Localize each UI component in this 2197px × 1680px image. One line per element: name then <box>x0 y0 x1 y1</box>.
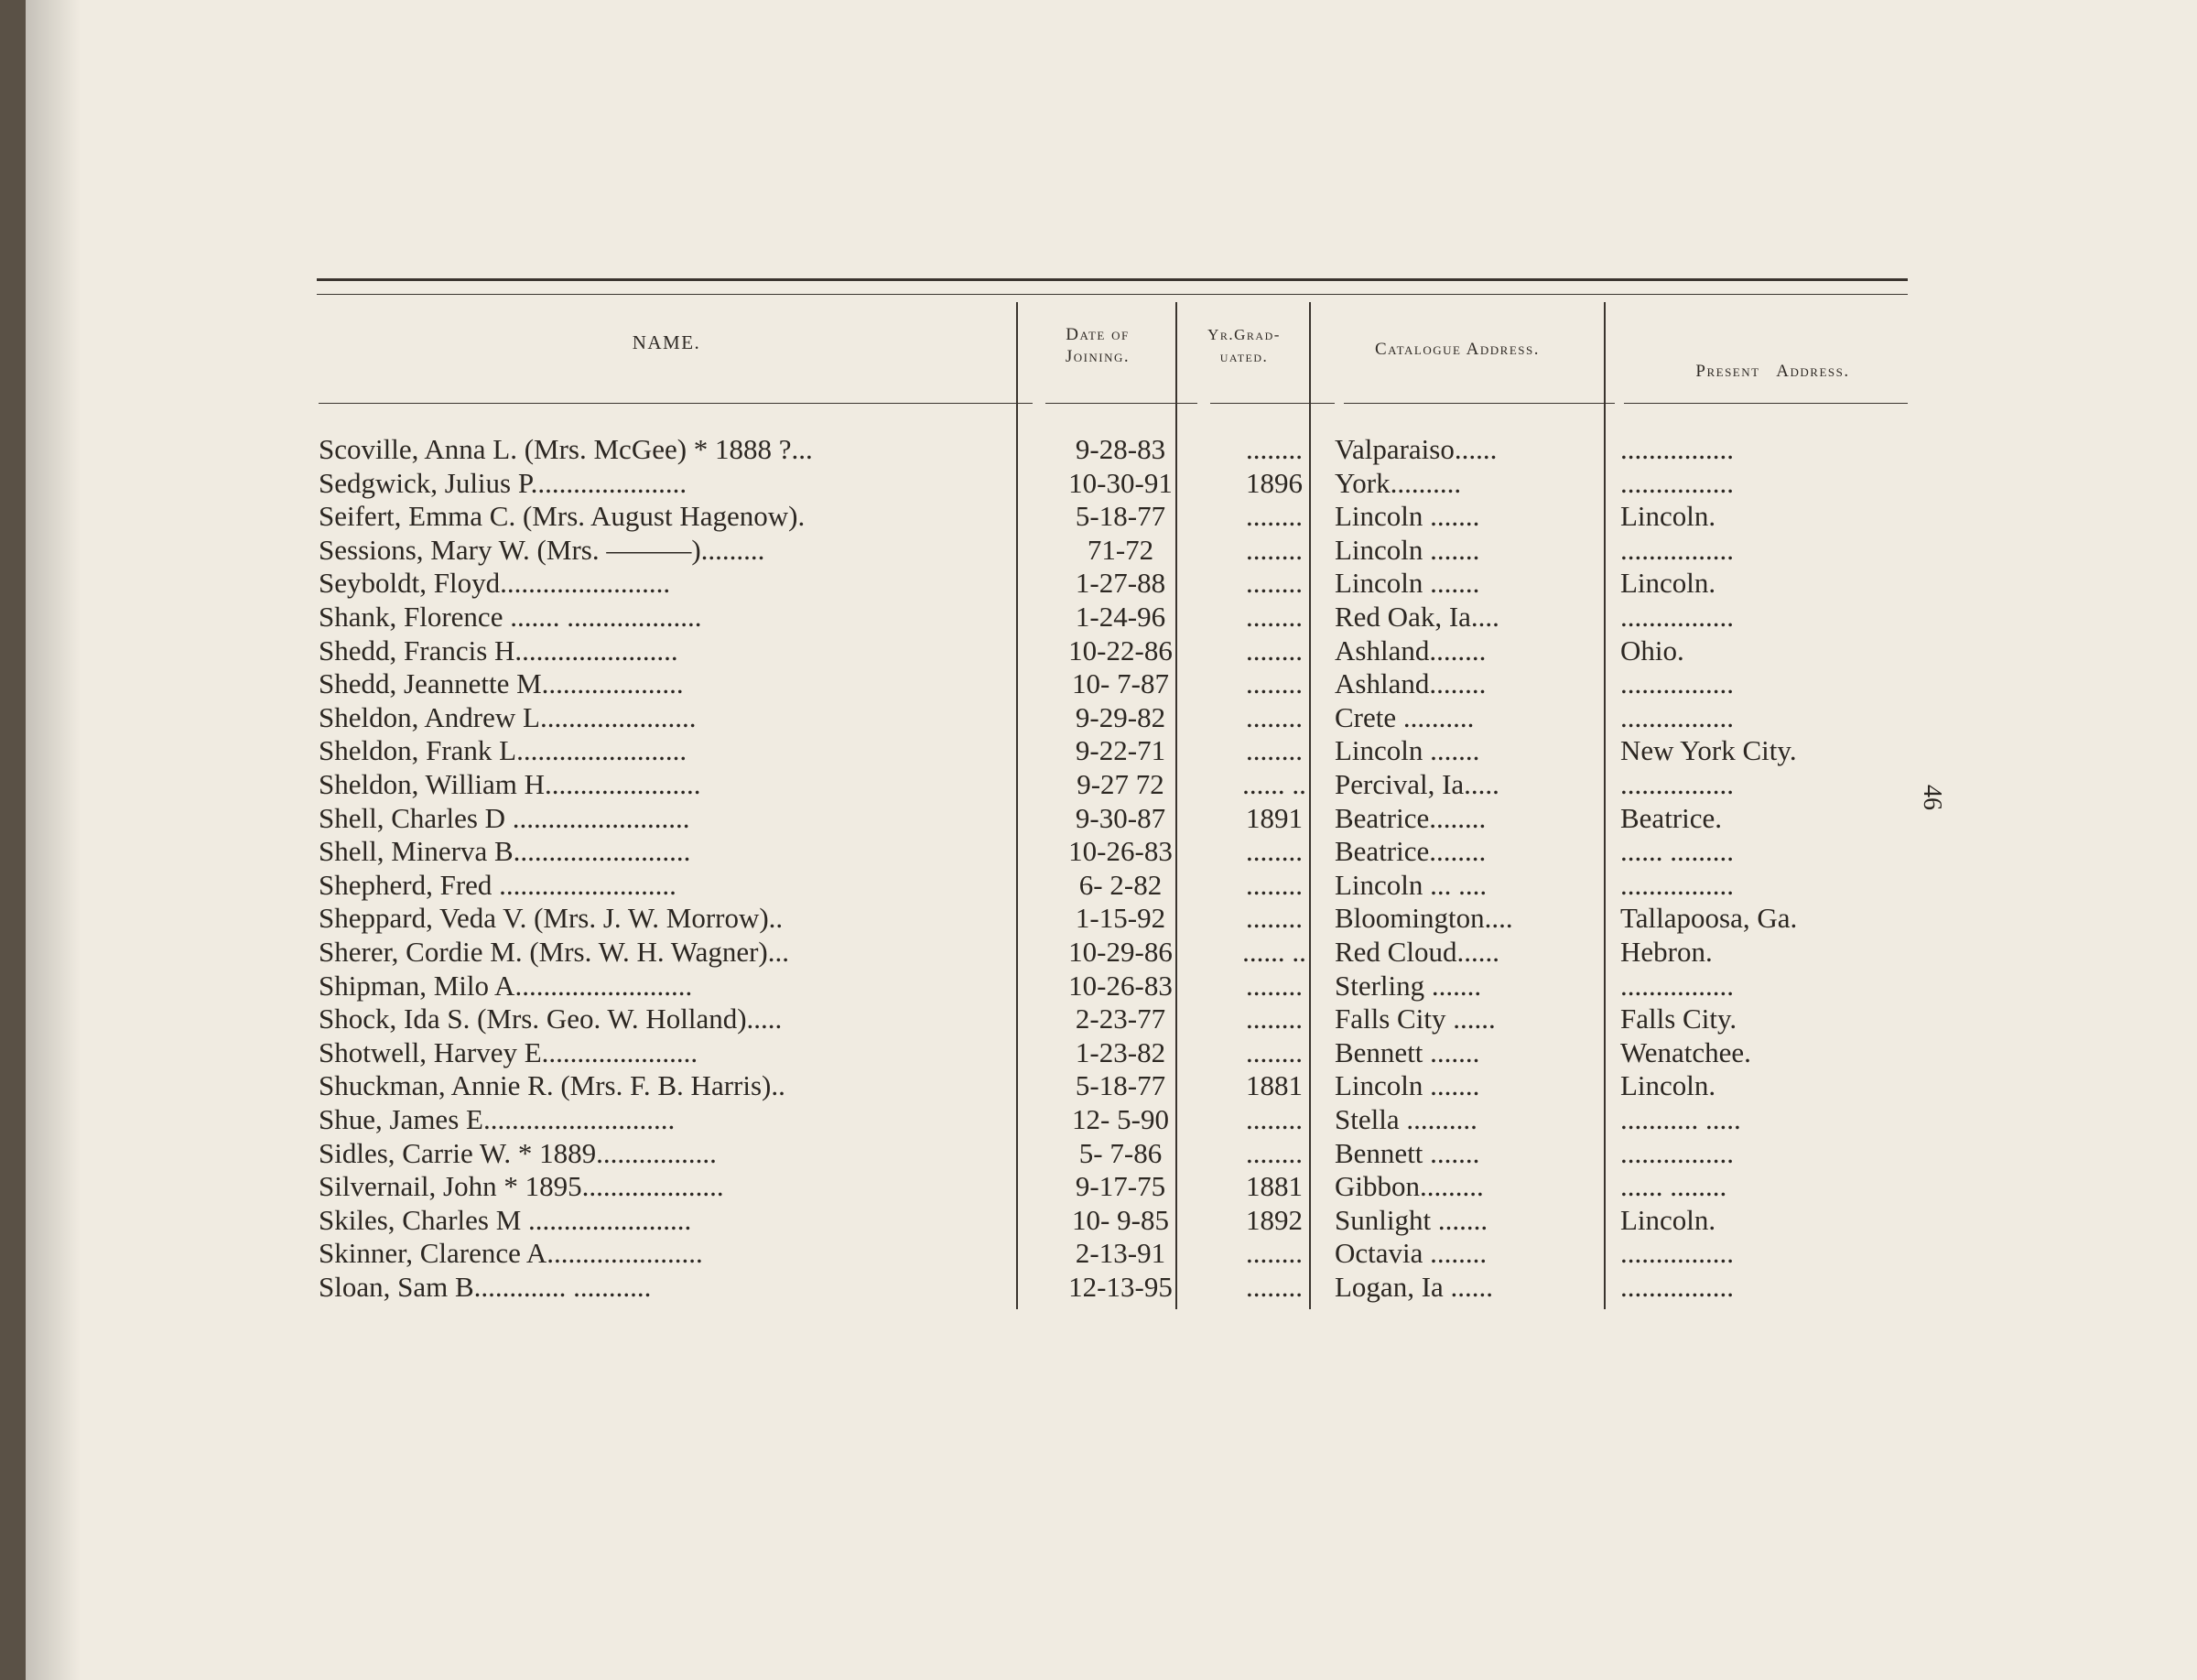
present-address-cell: ................ <box>1620 1271 1734 1303</box>
member-name-cell: Sheldon, Frank L........................ <box>319 734 687 767</box>
date-joined-cell: 9-27 72 <box>1077 768 1164 800</box>
table-row <box>26 767 2197 801</box>
header-catalogue-address: Catalogue Address. <box>1375 340 1540 359</box>
header-date-of-joining <box>1020 324 1175 368</box>
header-grad-line1: Yr.Grad- <box>1207 326 1281 343</box>
member-name-cell: Shank, Florence ....... ................... <box>319 601 702 633</box>
member-name-cell: Seifert, Emma C. (Mrs. August Hagenow). <box>319 500 806 533</box>
header-grad-line2: uated. <box>1219 348 1269 365</box>
date-joined-cell: 9-30-87 <box>1075 801 1166 834</box>
table-row <box>26 432 2197 466</box>
year-graduated-cell: ........ <box>1246 969 1303 1002</box>
date-joined-cell: 10- 9-85 <box>1072 1203 1169 1236</box>
catalogue-address-cell: Red Oak, Ia.... <box>1335 601 1499 633</box>
date-joined-cell: 1-23-82 <box>1075 1035 1166 1068</box>
member-name-cell: Shell, Charles D ......................... <box>319 801 690 834</box>
member-name-cell: Sherer, Cordie M. (Mrs. W. H. Wagner)... <box>319 936 789 968</box>
date-joined-cell: 1-27-88 <box>1075 567 1166 600</box>
member-name-cell: Shue, James E........................... <box>319 1103 676 1135</box>
member-name-cell: Sheppard, Veda V. (Mrs. J. W. Morrow).. <box>319 902 784 935</box>
present-address-cell: ...... ......... <box>1620 835 1734 868</box>
member-name-cell: Sessions, Mary W. (Mrs. ———)......... <box>319 533 765 566</box>
catalogue-address-cell: Falls City ...... <box>1335 1003 1496 1035</box>
year-graduated-cell: ........ <box>1246 902 1303 935</box>
present-address-cell: Lincoln. <box>1620 1069 1716 1102</box>
present-address-cell: Wenatchee. <box>1620 1035 1751 1068</box>
catalogue-address-cell: Lincoln ....... <box>1335 567 1480 600</box>
present-address-cell: Hebron. <box>1620 936 1713 968</box>
page-number: 46 <box>1918 785 1946 810</box>
date-joined-cell: 10-22-86 <box>1068 634 1173 667</box>
table-row <box>26 1203 2197 1237</box>
date-joined-cell: 5-18-77 <box>1075 500 1166 533</box>
header-present-address: Present Address. <box>1695 362 1850 381</box>
year-graduated-cell: ........ <box>1246 567 1303 600</box>
date-joined-cell: 10-26-83 <box>1068 969 1173 1002</box>
table-row <box>26 1270 2197 1304</box>
table-row <box>26 700 2197 734</box>
table-row <box>26 533 2197 567</box>
year-graduated-cell: ...... .. <box>1242 936 1306 968</box>
present-address-cell: Lincoln. <box>1620 500 1716 533</box>
date-joined-cell: 10- 7-87 <box>1072 667 1169 700</box>
present-address-cell: Lincoln. <box>1620 567 1716 600</box>
catalogue-address-cell: Lincoln ... .... <box>1335 868 1488 901</box>
year-graduated-cell: ........ <box>1246 601 1303 633</box>
year-graduated-cell: ........ <box>1246 700 1303 733</box>
table-row <box>26 667 2197 700</box>
date-joined-cell: 2-23-77 <box>1075 1003 1166 1035</box>
year-graduated-cell: 1896 <box>1246 466 1303 499</box>
date-joined-cell: 71-72 <box>1087 533 1154 566</box>
year-graduated-cell: ........ <box>1246 835 1303 868</box>
catalogue-address-cell: Lincoln ....... <box>1335 1069 1480 1102</box>
header-bottom-rule <box>1344 403 1615 404</box>
catalogue-address-cell: Valparaiso...... <box>1335 433 1498 465</box>
present-address-cell: ...... ........ <box>1620 1170 1727 1203</box>
present-address-cell: New York City. <box>1620 734 1797 767</box>
header-bottom-rule <box>1210 403 1335 404</box>
table-row <box>26 834 2197 868</box>
present-address-cell: ................ <box>1620 969 1734 1002</box>
present-address-cell: ................ <box>1620 700 1734 733</box>
year-graduated-cell: 1892 <box>1246 1203 1303 1236</box>
catalogue-address-cell: Gibbon......... <box>1335 1170 1484 1203</box>
date-joined-cell: 10-29-86 <box>1068 936 1173 968</box>
date-joined-cell: 12-13-95 <box>1068 1271 1173 1303</box>
date-joined-cell: 12- 5-90 <box>1072 1103 1169 1135</box>
year-graduated-cell: ........ <box>1246 433 1303 465</box>
table-row <box>26 969 2197 1003</box>
year-graduated-cell: 1881 <box>1246 1069 1303 1102</box>
present-address-cell: ................ <box>1620 1237 1734 1270</box>
member-name-cell: Scoville, Anna L. (Mrs. McGee) * 1888 ?... <box>319 433 813 465</box>
table-row <box>26 935 2197 969</box>
member-name-cell: Shepherd, Fred ......................... <box>319 868 676 901</box>
table-row <box>26 868 2197 902</box>
table-row <box>26 566 2197 600</box>
catalogue-address-cell: Percival, Ia..... <box>1335 768 1499 800</box>
date-joined-cell: 1-15-92 <box>1075 902 1166 935</box>
year-graduated-cell: ........ <box>1246 500 1303 533</box>
member-name-cell: Shock, Ida S. (Mrs. Geo. W. Holland)..... <box>319 1003 783 1035</box>
catalogue-address-cell: Beatrice........ <box>1335 801 1487 834</box>
year-graduated-cell: ........ <box>1246 1035 1303 1068</box>
present-address-cell: ................ <box>1620 466 1734 499</box>
member-name-cell: Skiles, Charles M ....................... <box>319 1203 692 1236</box>
date-joined-cell: 9-28-83 <box>1075 433 1166 465</box>
table-row <box>26 901 2197 935</box>
member-name-cell: Shotwell, Harvey E...................... <box>319 1035 698 1068</box>
member-name-cell: Shedd, Jeannette M.................... <box>319 667 684 700</box>
present-address-cell: ................ <box>1620 768 1734 800</box>
date-joined-cell: 10-30-91 <box>1068 466 1173 499</box>
member-name-cell: Sedgwick, Julius P...................... <box>319 466 687 499</box>
catalogue-address-cell: Lincoln ....... <box>1335 734 1480 767</box>
header-bottom-rule <box>319 403 1033 404</box>
table-row <box>26 1102 2197 1136</box>
date-joined-cell: 1-24-96 <box>1075 601 1166 633</box>
catalogue-address-cell: Stella .......... <box>1335 1103 1477 1135</box>
header-year-graduated <box>1177 324 1311 368</box>
year-graduated-cell: ........ <box>1246 868 1303 901</box>
year-graduated-cell: ...... .. <box>1242 768 1306 800</box>
catalogue-address-cell: Sterling ....... <box>1335 969 1482 1002</box>
table-row <box>26 499 2197 533</box>
table-row <box>26 1136 2197 1170</box>
catalogue-address-cell: Ashland........ <box>1335 634 1487 667</box>
book-page <box>26 0 2197 1680</box>
present-address-cell: ................ <box>1620 1136 1734 1169</box>
catalogue-address-cell: Lincoln ....... <box>1335 533 1480 566</box>
catalogue-address-cell: Sunlight ....... <box>1335 1203 1488 1236</box>
catalogue-address-cell: Red Cloud...... <box>1335 936 1499 968</box>
member-name-cell: Sheldon, Andrew L...................... <box>319 700 697 733</box>
catalogue-address-cell: Crete .......... <box>1335 700 1475 733</box>
member-name-cell: Sheldon, William H...................... <box>319 768 701 800</box>
present-address-cell: ................ <box>1620 601 1734 633</box>
member-name-cell: Silvernail, John * 1895.................... <box>319 1170 724 1203</box>
year-graduated-cell: ........ <box>1246 634 1303 667</box>
member-name-cell: Sidles, Carrie W. * 1889................. <box>319 1136 717 1169</box>
catalogue-address-cell: Octavia ........ <box>1335 1237 1488 1270</box>
year-graduated-cell: 1881 <box>1246 1170 1303 1203</box>
present-address-cell: Beatrice. <box>1620 801 1723 834</box>
member-name-cell: Shipman, Milo A......................... <box>319 969 693 1002</box>
member-name-cell: Shell, Minerva B......................... <box>319 835 691 868</box>
table-row <box>26 1068 2197 1102</box>
catalogue-address-cell: Bennett ....... <box>1335 1035 1480 1068</box>
catalogue-address-cell: Bennett ....... <box>1335 1136 1480 1169</box>
catalogue-address-cell: Beatrice........ <box>1335 835 1487 868</box>
present-address-cell: Tallapoosa, Ga. <box>1620 902 1798 935</box>
date-joined-cell: 6- 2-82 <box>1078 868 1163 901</box>
year-graduated-cell: ........ <box>1246 667 1303 700</box>
member-name-cell: Skinner, Clarence A...................... <box>319 1237 703 1270</box>
year-graduated-cell: ........ <box>1246 1003 1303 1035</box>
table-row <box>26 634 2197 667</box>
date-joined-cell: 9-29-82 <box>1075 700 1166 733</box>
year-graduated-cell: ........ <box>1246 1237 1303 1270</box>
table-row <box>26 733 2197 767</box>
member-name-cell: Shedd, Francis H....................... <box>319 634 678 667</box>
date-joined-cell: 10-26-83 <box>1068 835 1173 868</box>
year-graduated-cell: ........ <box>1246 1271 1303 1303</box>
present-address-cell: ........... ..... <box>1620 1103 1741 1135</box>
top-rule-thin <box>317 294 1908 295</box>
table-row <box>26 1169 2197 1203</box>
header-date-line2: Joining. <box>1065 347 1131 366</box>
catalogue-address-cell: Logan, Ia ...... <box>1335 1271 1494 1303</box>
table-row <box>26 801 2197 835</box>
table-row <box>26 466 2197 500</box>
year-graduated-cell: ........ <box>1246 1103 1303 1135</box>
table-row <box>26 1236 2197 1270</box>
member-name-cell: Sloan, Sam B............. ........... <box>319 1271 652 1303</box>
date-joined-cell: 5-18-77 <box>1075 1069 1166 1102</box>
catalogue-address-cell: Bloomington.... <box>1335 902 1513 935</box>
table-row <box>26 1035 2197 1069</box>
member-name-cell: Seyboldt, Floyd........................ <box>319 567 671 600</box>
present-address-cell: Lincoln. <box>1620 1203 1716 1236</box>
present-address-cell: ................ <box>1620 667 1734 700</box>
catalogue-address-cell: York.......... <box>1335 466 1462 499</box>
catalogue-address-cell: Lincoln ....... <box>1335 500 1480 533</box>
top-rule <box>317 278 1908 281</box>
present-address-cell: Falls City. <box>1620 1003 1737 1035</box>
table-row <box>26 1002 2197 1035</box>
present-address-cell: ................ <box>1620 433 1734 465</box>
date-joined-cell: 2-13-91 <box>1075 1237 1166 1270</box>
member-name-cell: Shuckman, Annie R. (Mrs. F. B. Harris).. <box>319 1069 785 1102</box>
present-address-cell: Ohio. <box>1620 634 1684 667</box>
date-joined-cell: 5- 7-86 <box>1078 1136 1163 1169</box>
date-joined-cell: 9-22-71 <box>1075 734 1166 767</box>
header-date-line1: Date of <box>1066 325 1130 344</box>
table-row <box>26 600 2197 634</box>
year-graduated-cell: ........ <box>1246 1136 1303 1169</box>
present-address-cell: ................ <box>1620 533 1734 566</box>
year-graduated-cell: 1891 <box>1246 801 1303 834</box>
header-name: NAME. <box>632 331 701 353</box>
catalogue-address-cell: Ashland........ <box>1335 667 1487 700</box>
year-graduated-cell: ........ <box>1246 734 1303 767</box>
date-joined-cell: 9-17-75 <box>1075 1170 1166 1203</box>
year-graduated-cell: ........ <box>1246 533 1303 566</box>
present-address-cell: ................ <box>1620 868 1734 901</box>
